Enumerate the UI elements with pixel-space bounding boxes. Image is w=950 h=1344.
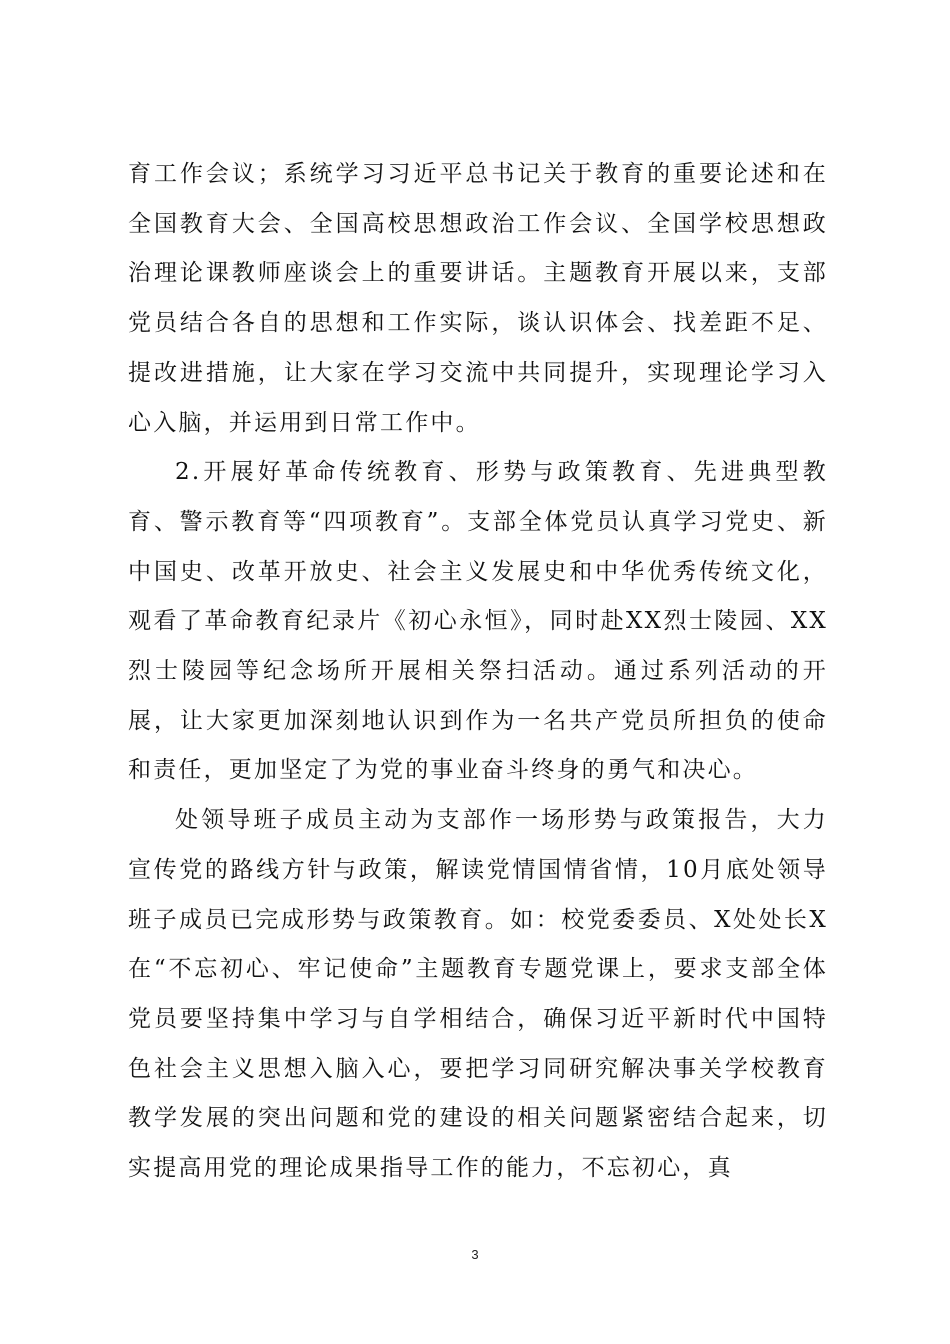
body-text [128,150,828,1194]
paragraph-1: 育工作会议；系统学习习近平总书记关于教育的重要论述和在全国教育大会、全国高校思想政治工作会议、全国学校思想政治理论课教师座谈会上的重要讲话。主题教育开展以来，支部党员结合各自的思想和工作实际，谈认识体会、找差距不足、提改进措施，让大家在学习交流中共同提升，实现理论学习入心入脑，并运用到日常工作中。 [128,161,828,436]
paragraph-3: 处领导班子成员主动为支部作一场形势与政策报告，大力宣传党的路线方针与政策，解读党情国情省情，10月底处领导班子成员已完成形势与政策教育。如：校党委委员、X处处长X在“不忘初心、牢记使命”主题教育专题党课上，要求支部全体党员要坚持集中学习与自学相结合，确保习近平新时代中国特色社会主义思想入脑入心，要把学习同研究解决事关学校教育教学发展的突出问题和党的建设的相关问题紧密结合起来，切实提高用党的理论成果指导工作的能力，不忘初心，真 [128,807,828,1182]
paragraph-2: 2.开展好革命传统教育、形势与政策教育、先进典型教育、警示教育等“四项教育”。支部全体党员认真学习党史、新中国史、改革开放史、社会主义发展史和中华优秀传统文化，观看了革命教育纪录片《初心永恒》，同时赴XX烈士陵园、XX烈士陵园等纪念场所开展相关祭扫活动。通过系列活动的开展，让大家更加深刻地认识到作为一名共产党员所担负的使命和责任，更加坚定了为党的事业奋斗终身的勇气和决心。 [128,459,828,784]
page-number: 3 [471,1247,479,1262]
